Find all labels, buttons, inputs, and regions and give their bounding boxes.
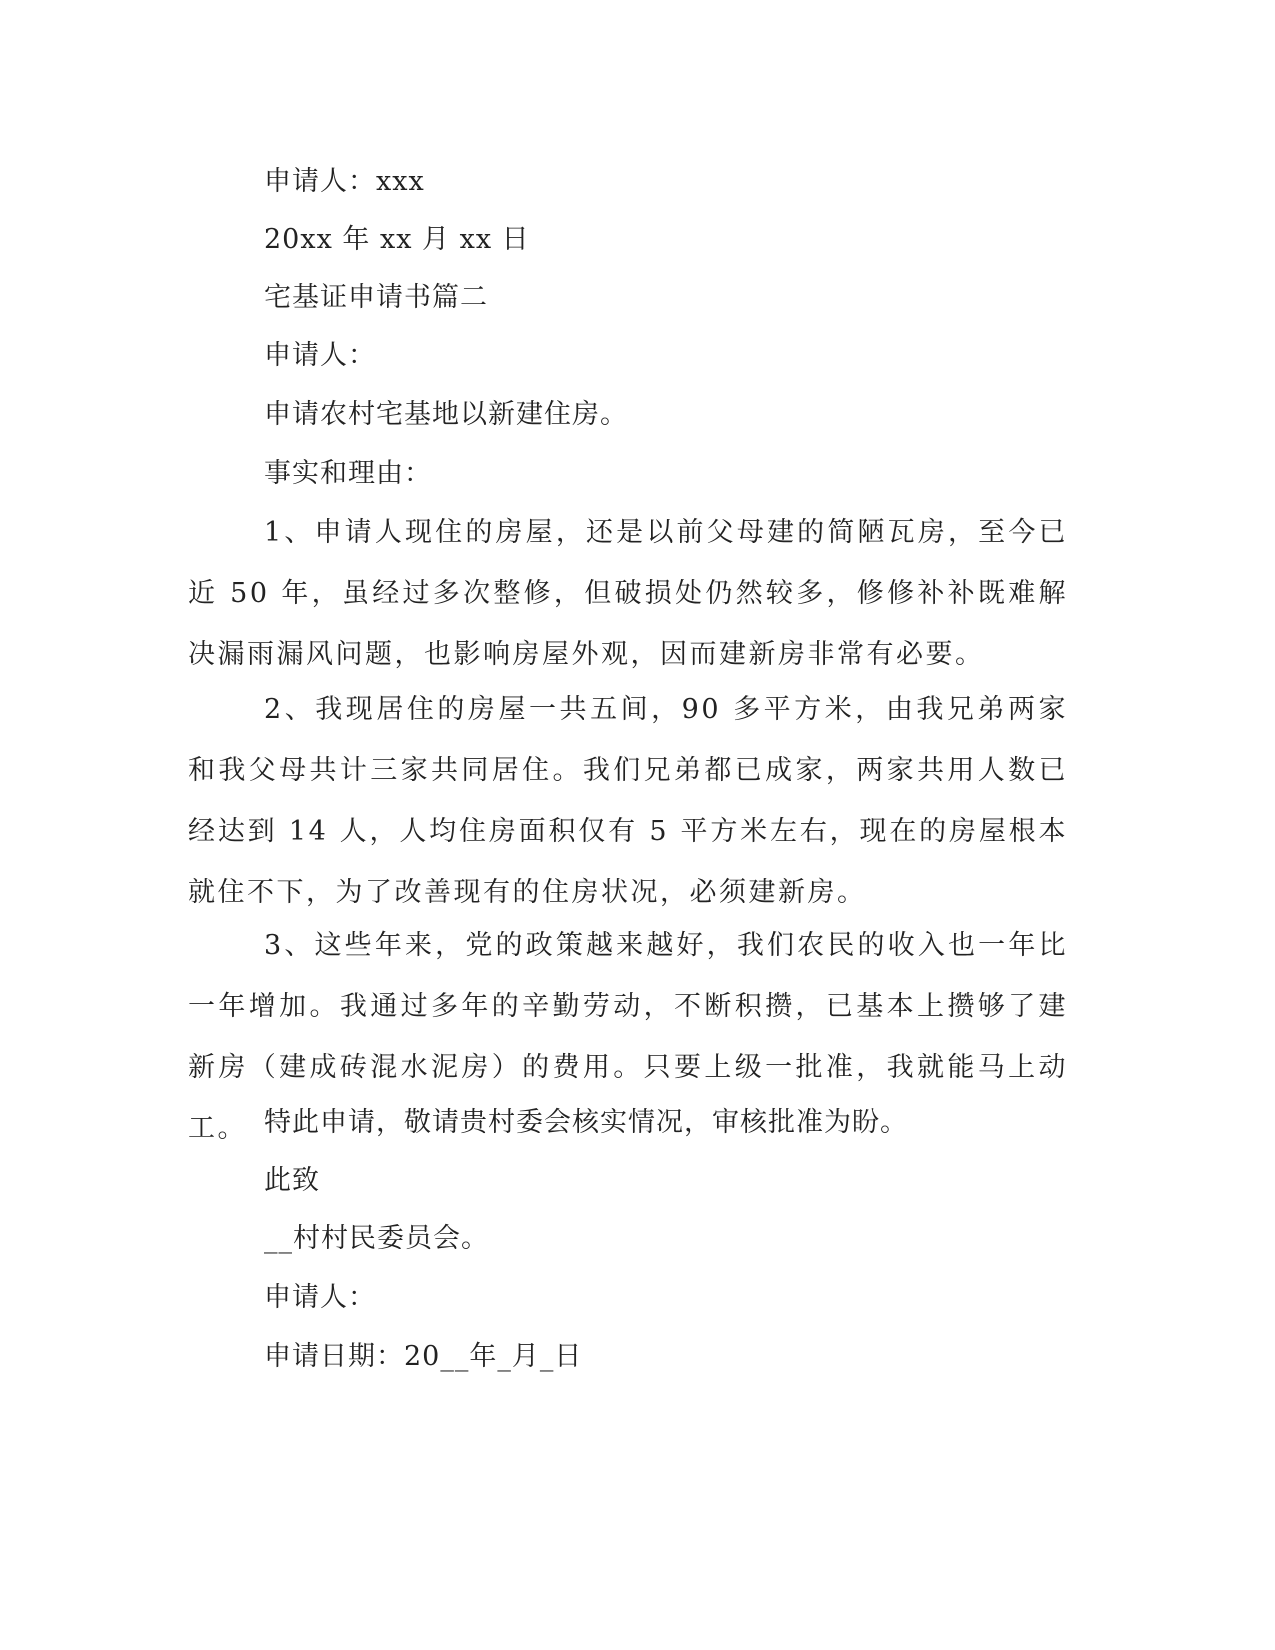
date-line: 20xx 年 xx 月 xx 日 [264,224,530,255]
facts-heading: 事实和理由： [264,458,432,489]
request-line: 申请农村宅基地以新建住房。 [264,399,628,430]
applicant-line: 申请人：xxx [264,166,425,197]
reason-paragraph-3: 3、这些年来，党的政策越来越好，我们农民的收入也一年比一年增加。我通过多年的辛勤劳动，不断积攒，已基本上攒够了建新房（建成砖混水泥房）的费用。只要上级一批准，我就能马上动工。 [188,930,1068,1144]
reason-paragraph-2: 2、我现居住的房屋一共五间，90 多平方米，由我兄弟两家和我父母共计三家共同居住。我们兄弟都已成家，两家共用人数已经达到 14 人，人均住房面积仅有 5 平方米左右，现在的房屋根本就住不下，为了改善现有的住房状况，必须建新房。 [188,694,1068,908]
request-closing: 特此申请，敬请贵村委会核实情况，审核批准为盼。 [264,1107,908,1138]
salutation: 此致 [264,1165,320,1196]
recipient: __村村民委员会。 [264,1223,489,1254]
section-title: 宅基证申请书篇二 [264,282,488,313]
signature-applicant: 申请人： [264,1282,376,1313]
application-date: 申请日期：20__年_月_日 [264,1341,583,1372]
reason-paragraph-1: 1、申请人现住的房屋，还是以前父母建的简陋瓦房，至今已近 50 年，虽经过多次整修，但破损处仍然较多，修修补补既难解决漏雨漏风问题，也影响房屋外观，因而建新房非常有必要。 [188,517,1068,670]
applicant-label: 申请人： [264,340,376,371]
